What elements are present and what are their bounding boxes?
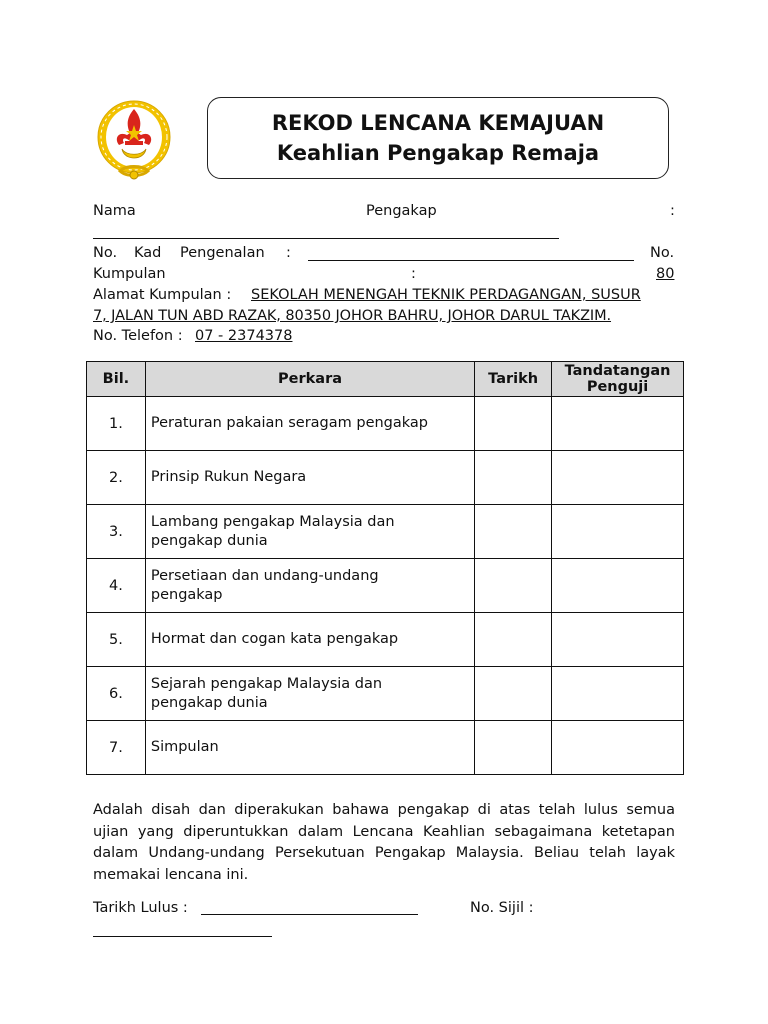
kumpulan-value: 80 <box>656 266 675 282</box>
table-row <box>87 505 684 559</box>
tarikh-lulus-field-line[interactable] <box>201 914 418 915</box>
kad-label-pengenalan: Pengenalan <box>180 245 265 261</box>
kumpulan-label: Kumpulan <box>93 266 166 282</box>
row-perkara: Peraturan pakaian seragam pengakap <box>145 397 474 451</box>
row-tarikh-cell[interactable] <box>475 721 552 775</box>
row-perkara: Lambang pengakap Malaysia dan pengakap dunia <box>145 505 474 559</box>
header-tandatangan: Tandatangan Penguji <box>552 362 684 397</box>
table-row <box>87 613 684 667</box>
row-bil: 4. <box>87 559 146 613</box>
telefon-label: No. Telefon : <box>93 328 183 344</box>
row-bil: 2. <box>87 451 146 505</box>
kumpulan-colon: : <box>411 266 416 282</box>
kad-label-no: No. <box>93 245 118 261</box>
alamat-label: Alamat Kumpulan : <box>93 287 232 303</box>
title-line-1: REKOD LENCANA KEMAJUAN <box>271 111 605 135</box>
row-tarikh-cell[interactable] <box>475 397 552 451</box>
table-row <box>87 559 684 613</box>
row-tarikh-cell[interactable] <box>475 559 552 613</box>
table-header-row <box>87 362 684 397</box>
no-sijil-field-line[interactable] <box>93 936 272 937</box>
nama-colon: : <box>670 203 675 219</box>
row-perkara: Prinsip Rukun Negara <box>145 451 474 505</box>
nama-field-line[interactable] <box>93 238 559 239</box>
row-signature-cell[interactable] <box>552 397 684 451</box>
certification-statement: Adalah disah dan diperakukan bahawa pengakap di atas telah lulus semua ujian yang diperuntukkan dalam Lencana Keahlian sebagaimana ketetapan dalam Undang-undang Persekutuan Pengakap Malaysia. Beliau telah layak memakai lencana ini. <box>93 802 675 883</box>
row-signature-cell[interactable] <box>552 721 684 775</box>
scout-emblem-logo <box>92 95 176 187</box>
row-bil: 1. <box>87 397 146 451</box>
table-row <box>87 397 684 451</box>
row-signature-cell[interactable] <box>552 559 684 613</box>
row-tarikh-cell[interactable] <box>475 667 552 721</box>
row-bil: 3. <box>87 505 146 559</box>
row-perkara: Simpulan <box>145 721 474 775</box>
header-perkara: Perkara <box>145 362 474 397</box>
pengakap-label: Pengakap <box>366 203 437 219</box>
badge-progress-table <box>86 361 684 775</box>
row-perkara: Sejarah pengakap Malaysia dan pengakap dunia <box>145 667 474 721</box>
nama-label: Nama <box>93 203 136 219</box>
table-row <box>87 667 684 721</box>
row-tarikh-cell[interactable] <box>475 505 552 559</box>
header-bil: Bil. <box>87 362 146 397</box>
row-bil: 5. <box>87 613 146 667</box>
telefon-value: 07 - 2374378 <box>195 328 293 344</box>
alamat-line-2: 7, JALAN TUN ABD RAZAK, 80350 JOHOR BAHRU, JOHOR DARUL TAKZIM. <box>93 308 612 324</box>
title-line-2: Keahlian Pengakap Remaja <box>276 141 600 165</box>
no-sijil-label: No. Sijil : <box>470 900 534 916</box>
row-perkara: Hormat dan cogan kata pengakap <box>145 613 474 667</box>
table-row <box>87 451 684 505</box>
kad-colon: : <box>286 245 291 261</box>
row-signature-cell[interactable] <box>552 451 684 505</box>
header-tarikh: Tarikh <box>475 362 552 397</box>
no-label: No. <box>650 245 675 261</box>
row-bil: 7. <box>87 721 146 775</box>
row-signature-cell[interactable] <box>552 613 684 667</box>
row-tarikh-cell[interactable] <box>475 613 552 667</box>
row-perkara: Persetiaan dan undang-undang pengakap <box>145 559 474 613</box>
alamat-line-1: SEKOLAH MENENGAH TEKNIK PERDAGANGAN, SUSUR <box>251 287 641 303</box>
title-box <box>207 97 669 179</box>
row-signature-cell[interactable] <box>552 505 684 559</box>
kad-pengenalan-field-line[interactable] <box>308 260 634 261</box>
kad-label-kad: Kad <box>134 245 162 261</box>
table-row <box>87 721 684 775</box>
row-signature-cell[interactable] <box>552 667 684 721</box>
row-tarikh-cell[interactable] <box>475 451 552 505</box>
tarikh-lulus-label: Tarikh Lulus : <box>93 900 188 916</box>
row-bil: 6. <box>87 667 146 721</box>
